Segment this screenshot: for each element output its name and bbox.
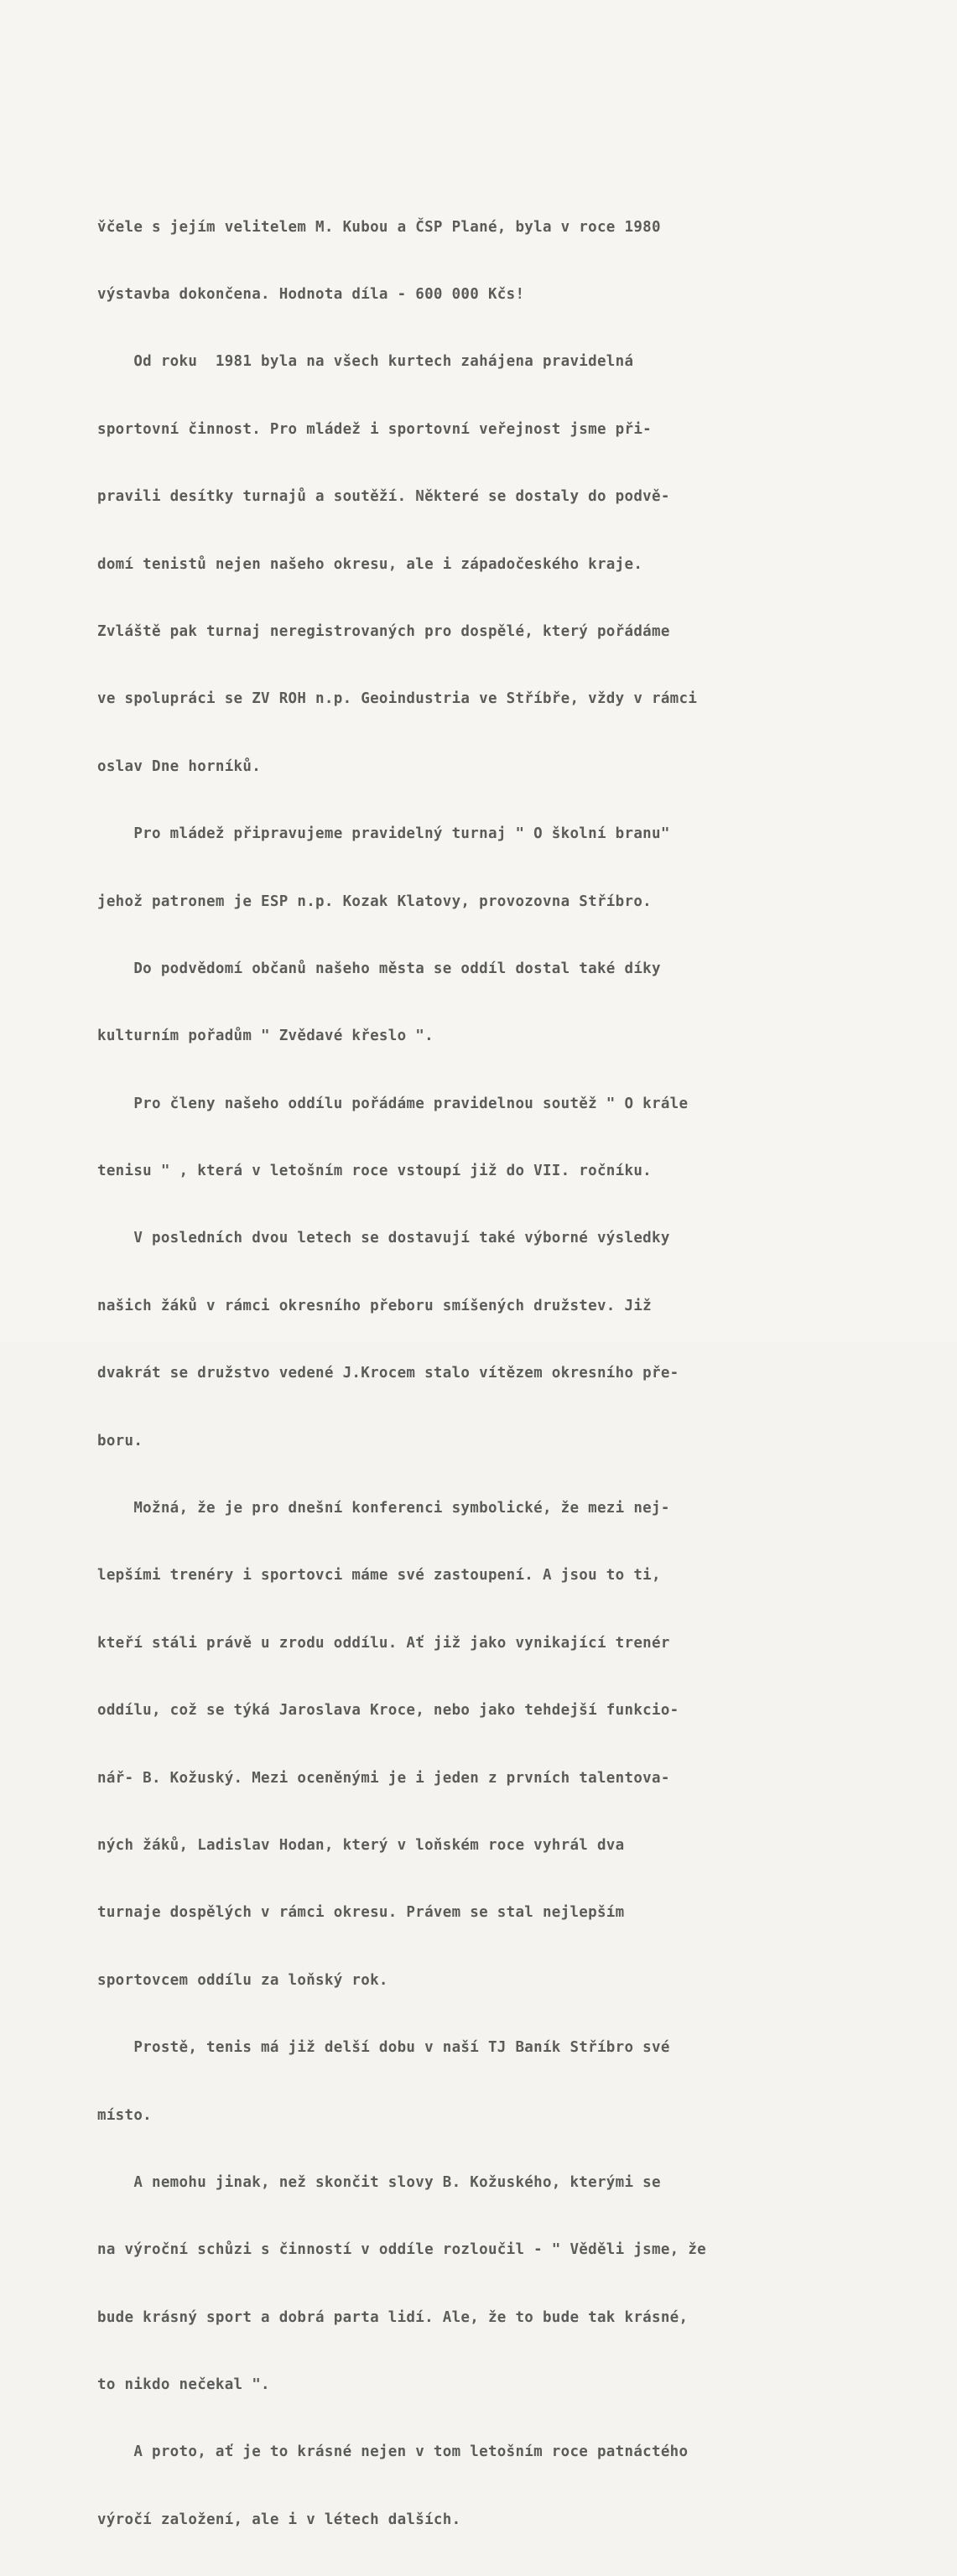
text-line: Od roku 1981 byla na všech kurtech zahájena pravidelná — [97, 353, 634, 371]
text-line: A proto, ať je to krásné nejen v tom letošním roce patnáctého — [97, 2443, 689, 2461]
text-line: oslav Dne horníků. — [97, 757, 262, 775]
text-line: lepšími trenéry i sportovci máme své zastoupení. A jsou to ti, — [97, 1567, 661, 1585]
text-line: v̌čele s jejím velitelem M. Kubou a ČSP Plané, byla v roce 1980 — [97, 218, 661, 236]
text-line: na výroční schůzi s činností v oddíle rozloučil - " Věděli jsme, že — [97, 2241, 707, 2259]
text-line: jehož patronem je ESP n.p. Kozak Klatovy, provozovna Stříbro. — [97, 892, 652, 910]
text-line: A nemohu jinak, než skončit slovy B. Kožuského, kterými se — [97, 2173, 661, 2191]
text-line: místo. — [97, 2106, 153, 2124]
text-line: kteří stáli právě u zrodu oddílu. Ať již jako vynikající trenér — [97, 1634, 670, 1652]
text-line: výročí založení, ale i v létech dalších. — [97, 2511, 461, 2528]
text-line: Zvláště pak turnaj neregistrovaných pro dospělé, který pořádáme — [97, 622, 670, 640]
text-line: kulturním pořadům " Zvědavé křeslo ". — [97, 1028, 434, 1045]
text-line: pravili desítky turnajů a soutěží. Některé se dostaly do podvě- — [97, 488, 670, 506]
text-line: sportovní činnost. Pro mládež i sportovní veřejnost jsme při- — [97, 420, 652, 438]
text-line: dvakrát se družstvo vedené J.Krocem stalo vítězem okresního pře- — [97, 1365, 679, 1382]
text-line: ve spolupráci se ZV ROH n.p. Geoindustria ve Stříbře, vždy v rámci — [97, 690, 698, 708]
text-line: to nikdo nečekal ". — [97, 2376, 270, 2394]
text-line: ných žáků, Ladislav Hodan, který v loňském roce vyhrál dva — [97, 1836, 625, 1854]
text-line: Pro mládež připravujeme pravidelný turnaj " O školní branu" — [97, 825, 670, 843]
text-line: domí tenistů nejen našeho okresu, ale i západočeského kraje. — [97, 555, 643, 573]
text-line: Do podvědomí občanů našeho města se oddíl dostal také díky — [97, 960, 661, 977]
text-line: Prostě, tenis má již delší dobu v naší TJ Baník Stříbro své — [97, 2039, 670, 2057]
text-line: boru. — [97, 1432, 143, 1449]
text-line: oddílu, což se týká Jaroslava Kroce, nebo jako tehdejší funkcio- — [97, 1702, 679, 1720]
text-line: Možná, že je pro dnešní konferenci symbolické, že mezi nej- — [97, 1500, 670, 1517]
document-body — [97, 171, 852, 2576]
text-line: bude krásný sport a dobrá parta lidí. Ale, že to bude tak krásné, — [97, 2308, 689, 2326]
text-line: turnaje dospělých v rámci okresu. Právem se stal nejlepším — [97, 1904, 625, 1922]
text-line: našich žáků v rámci okresního přeboru smíšených družstev. Již — [97, 1297, 652, 1314]
text-line: V posledních dvou letech se dostavují také výborné výsledky — [97, 1230, 670, 1247]
text-line: tenisu " , která v letošním roce vstoupí již do VII. ročníku. — [97, 1163, 652, 1180]
text-line: Pro členy našeho oddílu pořádáme pravidelnou soutěž " O krále — [97, 1095, 689, 1112]
text-line: výstavba dokončena. Hodnota díla - 600 000 Kčs! — [97, 285, 525, 303]
text-line: sportovcem oddílu za loňský rok. — [97, 1971, 388, 1989]
text-line: nář- B. Kožuský. Mezi oceněnými je i jeden z prvních talentova- — [97, 1769, 670, 1787]
